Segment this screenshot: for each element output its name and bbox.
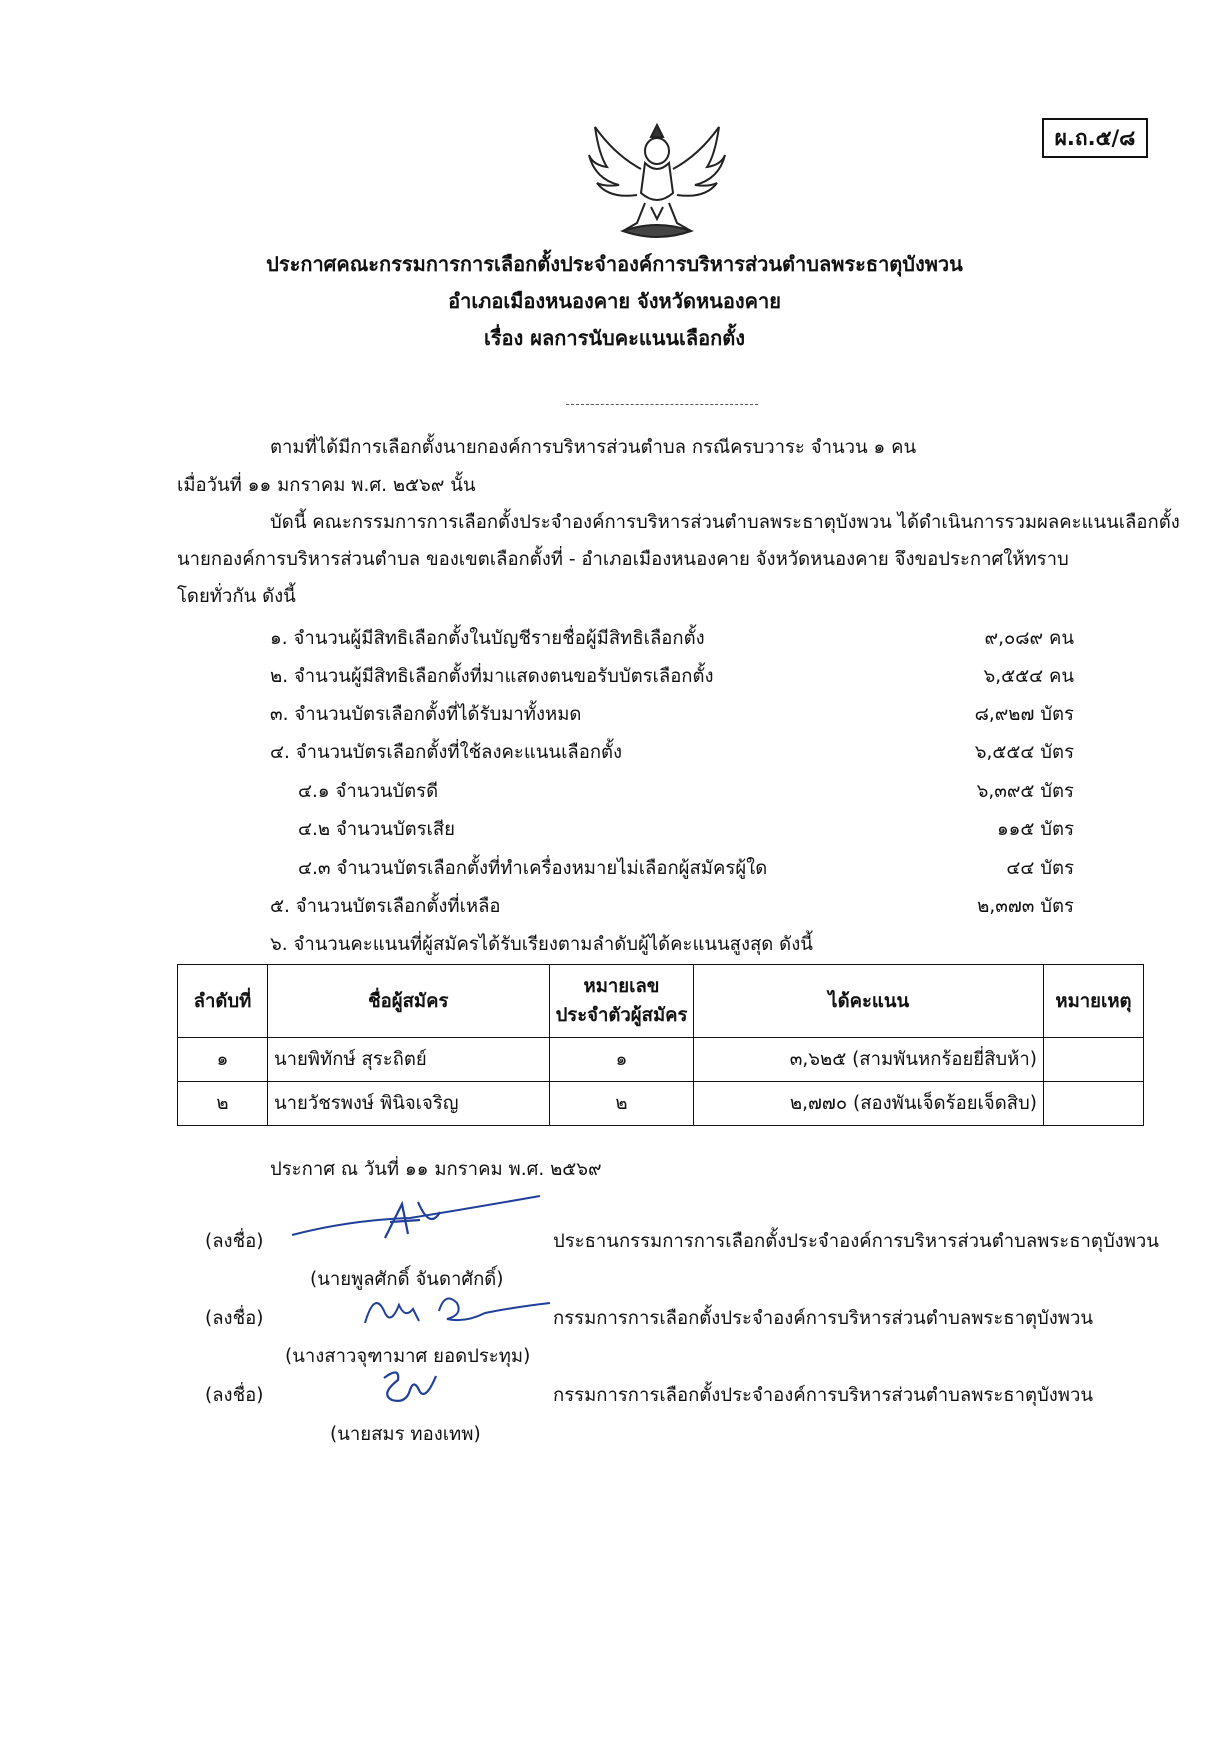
stat-valid-ballots-label: ๔.๑ จำนวนบัตรดี bbox=[298, 781, 439, 802]
signature-1-mark bbox=[290, 1190, 550, 1250]
signature-1-role: ประธานกรรมการการเลือกตั้งประจำองค์การบริหารส่วนตำบลพระธาตุบังพวน bbox=[553, 1231, 1159, 1252]
garuda-emblem-icon bbox=[585, 115, 730, 250]
header-rank: ลำดับที่ bbox=[178, 965, 268, 1038]
row-rank: ๑ bbox=[178, 1038, 268, 1082]
paragraph-1-line-1: ตามที่ได้มีการเลือกตั้งนายกองค์การบริหารส่วนตำบล กรณีครบวาระ จำนวน ๑ คน bbox=[270, 437, 917, 458]
stat-voters-turnout-value: ๖,๕๕๔ คน bbox=[983, 666, 1074, 687]
table-row bbox=[178, 1082, 1144, 1126]
announce-date: ประกาศ ณ วันที่ ๑๑ มกราคม พ.ศ. ๒๕๖๙ bbox=[270, 1159, 602, 1180]
stat-remaining-ballots-value: ๒,๓๗๓ บัตร bbox=[977, 896, 1074, 917]
paragraph-2-line-1: บัดนี้ คณะกรรมการการเลือกตั้งประจำองค์การบริหารส่วนตำบลพระธาตุบังพวน ได้ดำเนินการรวมผลคะแนนเลือกตั้ง bbox=[270, 512, 1180, 533]
paragraph-2-line-2: นายกองค์การบริหารส่วนตำบล ของเขตเลือกตั้งที่ - อำเภอเมืองหนองคาย จังหวัดหนองคาย จึงขอประกาศให้ทราบ bbox=[177, 549, 1069, 570]
row-candidate-number: ๑ bbox=[549, 1038, 694, 1082]
paragraph-2-line-3: โดยทั่วกัน ดังนี้ bbox=[177, 586, 296, 607]
row-rank: ๒ bbox=[178, 1082, 268, 1126]
row-note bbox=[1043, 1082, 1143, 1126]
header-divider bbox=[566, 404, 758, 405]
stat-remaining-ballots-label: ๕. จำนวนบัตรเลือกตั้งที่เหลือ bbox=[270, 896, 501, 917]
row-candidate-name: นายวัชรพงษ์ พินิจเจริญ bbox=[267, 1082, 549, 1126]
signature-1-name: (นายพูลศักดิ์ จันดาศักดิ์) bbox=[310, 1269, 504, 1290]
signature-3-mark bbox=[370, 1364, 450, 1414]
table-row bbox=[178, 1038, 1144, 1082]
stat-invalid-ballots-value: ๑๑๕ บัตร bbox=[996, 819, 1074, 840]
header-candidate-number bbox=[549, 965, 694, 1038]
stat-valid-ballots-value: ๖,๓๙๕ บัตร bbox=[976, 781, 1074, 802]
header-note: หมายเหตุ bbox=[1043, 965, 1143, 1038]
header-location: อำเภอเมืองหนองคาย จังหวัดหนองคาย bbox=[448, 289, 781, 313]
table-header-row bbox=[178, 965, 1144, 1038]
form-code-box: ผ.ถ.๕/๘ bbox=[1042, 118, 1148, 158]
signature-1-label: (ลงชื่อ) bbox=[205, 1231, 264, 1252]
row-candidate-number: ๒ bbox=[549, 1082, 694, 1126]
header-candidate-number-line-1: หมายเลข bbox=[583, 976, 660, 997]
signature-2-label: (ลงชื่อ) bbox=[205, 1308, 264, 1329]
header-score: ได้คะแนน bbox=[694, 965, 1044, 1038]
row-candidate-name: นายพิทักษ์ สุระถิตย์ bbox=[267, 1038, 549, 1082]
results-table bbox=[177, 964, 1144, 1126]
signature-2-mark bbox=[355, 1285, 555, 1335]
header-candidate-number-line-2: ประจำตัวผู้สมัคร bbox=[555, 1005, 688, 1026]
signature-3-name: (นายสมร ทองเทพ) bbox=[330, 1424, 481, 1445]
stat-ballots-received-value: ๘,๙๒๗ บัตร bbox=[974, 704, 1074, 725]
header-subject: เรื่อง ผลการนับคะแนนเลือกตั้ง bbox=[483, 326, 746, 350]
stat-ballots-received-label: ๓. จำนวนบัตรเลือกตั้งที่ได้รับมาทั้งหมด bbox=[270, 704, 582, 725]
stat-no-vote-ballots-label: ๔.๓ จำนวนบัตรเลือกตั้งที่ทำเครื่องหมายไม่เลือกผู้สมัครผู้ใด bbox=[298, 858, 768, 879]
stat-ballots-used-label: ๔. จำนวนบัตรเลือกตั้งที่ใช้ลงคะแนนเลือกตั้ง bbox=[270, 742, 623, 763]
row-score: ๒,๗๗๐ (สองพันเจ็ดร้อยเจ็ดสิบ) bbox=[694, 1082, 1044, 1126]
row-note bbox=[1043, 1038, 1143, 1082]
stat-voters-turnout-label: ๒. จำนวนผู้มีสิทธิเลือกตั้งที่มาแสดงตนขอรับบัตรเลือกตั้ง bbox=[270, 666, 714, 687]
signature-3-role: กรรมการการเลือกตั้งประจำองค์การบริหารส่วนตำบลพระธาตุบังพวน bbox=[553, 1385, 1094, 1406]
paragraph-1-line-2: เมื่อวันที่ ๑๑ มกราคม พ.ศ. ๒๕๖๙ นั้น bbox=[177, 475, 476, 496]
signature-2-role: กรรมการการเลือกตั้งประจำองค์การบริหารส่วนตำบลพระธาตุบังพวน bbox=[553, 1308, 1094, 1329]
header-candidate-name: ชื่อผู้สมัคร bbox=[267, 965, 549, 1038]
stat-invalid-ballots-label: ๔.๒ จำนวนบัตรเสีย bbox=[298, 819, 456, 840]
row-score: ๓,๖๒๕ (สามพันหกร้อยยี่สิบห้า) bbox=[694, 1038, 1044, 1082]
stat-eligible-voters-label: ๑. จำนวนผู้มีสิทธิเลือกตั้งในบัญชีรายชื่อผู้มีสิทธิเลือกตั้ง bbox=[270, 628, 705, 649]
signature-2-name: (นางสาวจุฑามาศ ยอดประทุม) bbox=[285, 1346, 531, 1367]
signature-3-label: (ลงชื่อ) bbox=[205, 1385, 264, 1406]
stat-ballots-used-value: ๖,๕๕๔ บัตร bbox=[974, 742, 1074, 763]
stat-eligible-voters-value: ๙,๐๘๙ คน bbox=[984, 628, 1074, 649]
header-title: ประกาศคณะกรรมการการเลือกตั้งประจำองค์การบริหารส่วนตำบลพระธาตุบังพวน bbox=[266, 252, 963, 276]
stat-no-vote-ballots-value: ๔๔ บัตร bbox=[1006, 858, 1074, 879]
stat-candidate-scores-label: ๖. จำนวนคะแนนที่ผู้สมัครได้รับเรียงตามลำดับผู้ได้คะแนนสูงสุด ดังนี้ bbox=[270, 934, 813, 955]
